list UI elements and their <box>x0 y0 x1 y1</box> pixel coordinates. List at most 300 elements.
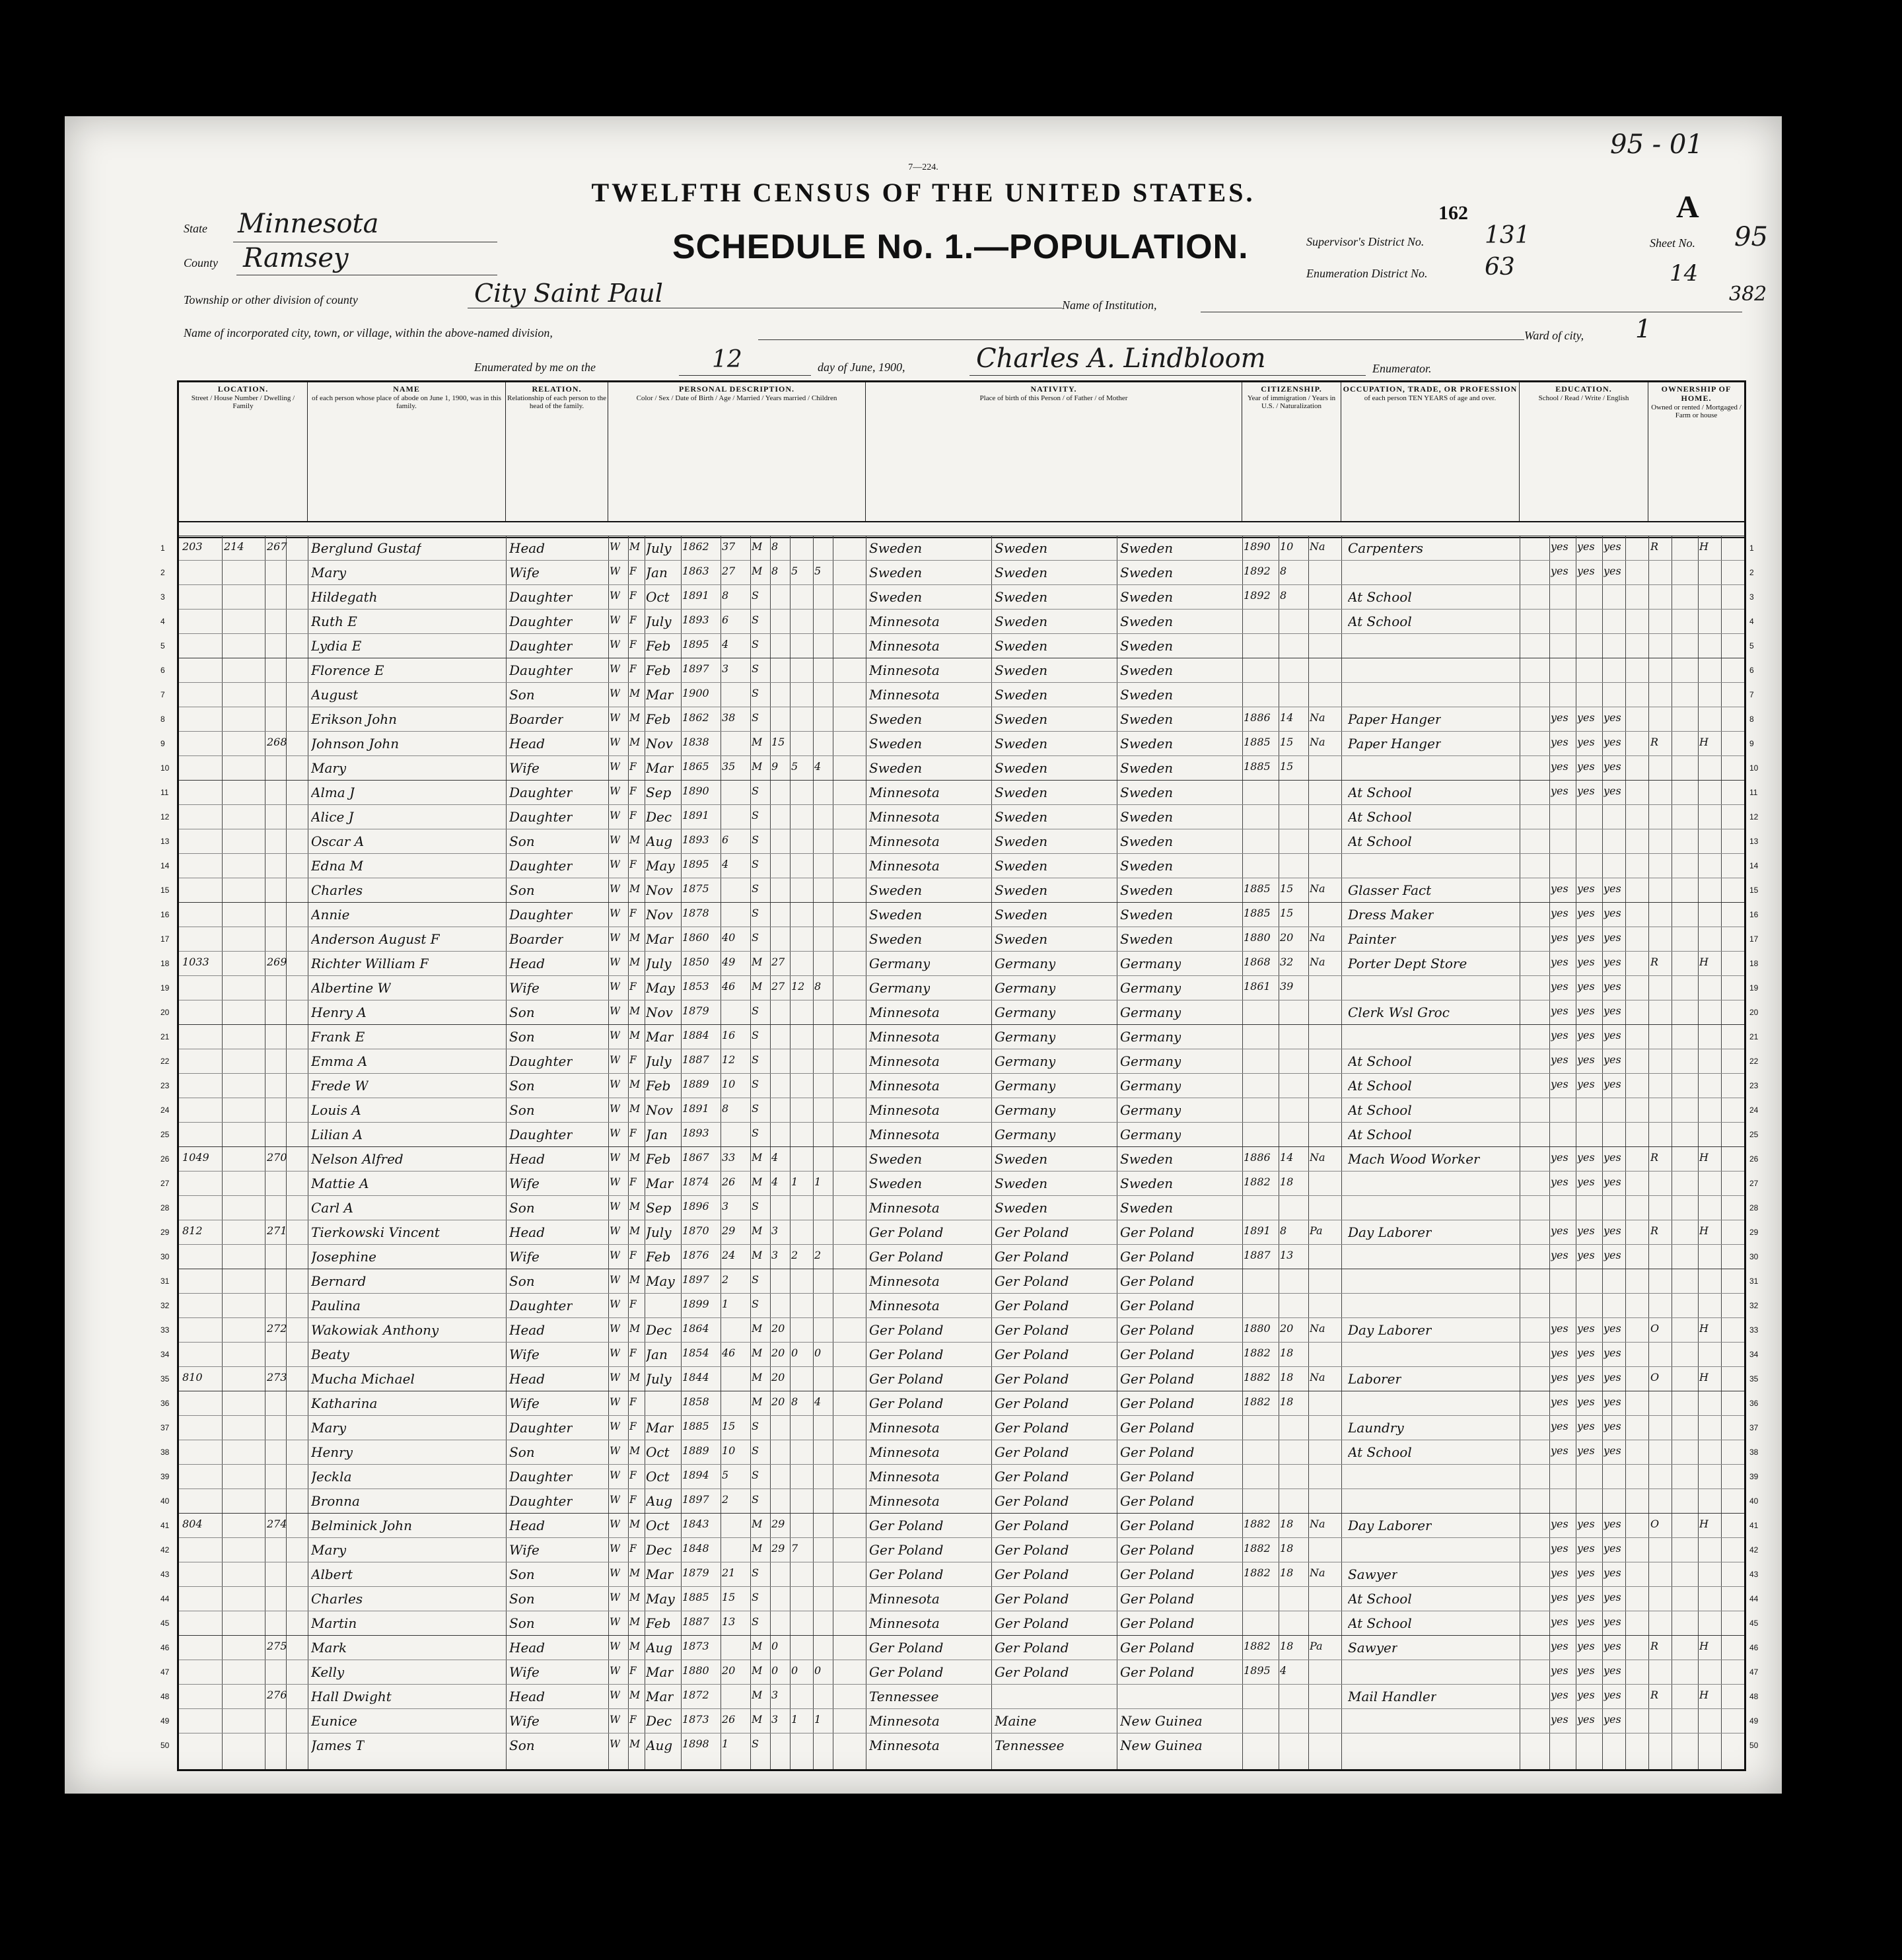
row-line <box>179 1024 1744 1025</box>
cell-mother-birthplace: Ger Poland <box>1120 1664 1195 1680</box>
cell-years-married: 3 <box>771 1689 779 1701</box>
cell-name: Mary <box>311 760 347 776</box>
cell-birthplace: Sweden <box>869 931 923 947</box>
cell-farm: H <box>1699 1518 1708 1530</box>
cell-name: Hall Dwight <box>311 1689 392 1704</box>
row-number: 41 <box>160 1521 170 1530</box>
cell-owned: R <box>1650 540 1659 553</box>
cell-marital: S <box>752 1053 759 1066</box>
cell-father-birthplace: Ger Poland <box>995 1322 1069 1338</box>
cell-immigration: 1890 <box>1244 540 1271 553</box>
cell-mother-birthplace: Sweden <box>1120 540 1174 556</box>
cell-relation: Daughter <box>509 1420 573 1436</box>
cell-immigration: 1895 <box>1244 1664 1271 1677</box>
cell-father-birthplace: Sweden <box>995 760 1048 776</box>
cell-birthplace: Minnesota <box>869 1053 940 1069</box>
cell-year: 1860 <box>682 931 709 944</box>
cell-owned: R <box>1650 736 1659 748</box>
cell-father-birthplace: Sweden <box>995 662 1048 678</box>
cell-sex: M <box>629 931 641 944</box>
cell-color: W <box>610 1664 621 1677</box>
row-number: 37 <box>1749 1423 1759 1432</box>
col-ownership: OWNERSHIP OF HOME. Owned or rented / Mortgaged / Farm or house <box>1651 384 1742 420</box>
row-number: 16 <box>1749 910 1759 919</box>
cell-farm: H <box>1699 1151 1708 1164</box>
cell-year: 1854 <box>682 1347 709 1359</box>
census-sheet <box>65 116 1782 1794</box>
cell-marital: M <box>752 1664 763 1677</box>
row-number: 19 <box>160 983 170 993</box>
cell-occupation: At School <box>1348 1102 1412 1118</box>
cell-month: Mar <box>646 1664 674 1680</box>
row-number: 49 <box>1749 1716 1759 1726</box>
cell-relation: Son <box>509 1737 535 1753</box>
row-number: 6 <box>160 666 165 675</box>
cell-read: yes <box>1551 540 1568 553</box>
col-personal: PERSONAL DESCRIPTION. Color / Sex / Date of Birth / Age / Married / Years married / Children <box>608 382 866 521</box>
cell-father-birthplace: Sweden <box>995 1200 1048 1216</box>
cell-father-birthplace: Germany <box>995 1127 1056 1142</box>
cell-english: yes <box>1603 1713 1621 1726</box>
cell-birthplace: Ger Poland <box>869 1542 944 1558</box>
row-number: 18 <box>1749 959 1759 968</box>
cell-write: yes <box>1577 1591 1595 1603</box>
cell-sex: F <box>629 1664 637 1677</box>
cell-marital: S <box>752 1591 759 1603</box>
cell-english: yes <box>1603 1689 1621 1701</box>
row-line <box>179 1684 1744 1685</box>
cell-sex: M <box>629 1737 641 1750</box>
cell-marital: S <box>752 858 759 870</box>
cell-year: 1848 <box>682 1542 709 1555</box>
cell-month: Mar <box>646 1566 674 1582</box>
cell-year: 1894 <box>682 1469 709 1481</box>
cell-owned: O <box>1650 1371 1660 1383</box>
cell-birthplace: Sweden <box>869 1151 923 1167</box>
cell-family: 269 <box>267 956 287 968</box>
cell-month: Jan <box>646 1347 668 1362</box>
cell-month: Oct <box>646 1518 670 1533</box>
row-number: 17 <box>1749 934 1759 944</box>
row-number: 4 <box>160 617 165 626</box>
cell-occupation: At School <box>1348 1444 1412 1460</box>
cell-color: W <box>610 1444 621 1457</box>
corner-note: 95 - 01 <box>1610 129 1703 160</box>
row-number: 2 <box>160 568 165 577</box>
cell-sex: M <box>629 687 641 699</box>
cell-father-birthplace: Ger Poland <box>995 1566 1069 1582</box>
cell-color: W <box>610 1713 621 1726</box>
cell-sex: M <box>629 1444 641 1457</box>
col-relation: RELATION. Relationship of each person to the head of the family. <box>506 382 608 521</box>
cell-write: yes <box>1577 1444 1595 1457</box>
cell-immigration: 1891 <box>1244 1224 1271 1237</box>
row-number: 10 <box>1749 763 1759 773</box>
cell-year: 1862 <box>682 540 709 553</box>
enumerator-name: Charles A. Lindbloom <box>976 343 1266 374</box>
cell-marital: S <box>752 1004 759 1017</box>
cell-age: 6 <box>722 833 729 846</box>
cell-birthplace: Ger Poland <box>869 1566 944 1582</box>
cell-years-us: 8 <box>1280 1224 1287 1237</box>
cell-age: 8 <box>722 589 729 602</box>
cell-mother-birthplace: Sweden <box>1120 613 1174 629</box>
cell-marital: S <box>752 931 759 944</box>
cell-immigration: 1882 <box>1244 1347 1271 1359</box>
cell-read: yes <box>1551 1053 1568 1066</box>
row-number: 36 <box>160 1399 170 1408</box>
state-label: State <box>184 222 207 235</box>
row-number: 24 <box>1749 1105 1759 1115</box>
cell-naturalization: Na <box>1310 1151 1325 1164</box>
cell-read: yes <box>1551 956 1568 968</box>
cell-children: 5 <box>791 565 798 577</box>
cell-month: Nov <box>646 1102 673 1118</box>
cell-marital: M <box>752 980 763 993</box>
cell-mother-birthplace: Sweden <box>1120 907 1174 923</box>
cell-color: W <box>610 736 621 748</box>
cell-english: yes <box>1603 1029 1621 1041</box>
cell-relation: Son <box>509 833 535 849</box>
row-number: 7 <box>160 690 165 699</box>
row-number: 23 <box>1749 1081 1759 1090</box>
row-line <box>179 1586 1744 1587</box>
cell-year: 1870 <box>682 1224 709 1237</box>
cell-marital: S <box>752 613 759 626</box>
cell-year: 1850 <box>682 956 709 968</box>
cell-marital: S <box>752 1493 759 1506</box>
cell-write: yes <box>1577 540 1595 553</box>
cell-father-birthplace: Maine <box>995 1713 1037 1729</box>
cell-birthplace: Ger Poland <box>869 1640 944 1656</box>
row-line <box>179 1635 1744 1636</box>
cell-month: Jan <box>646 565 668 580</box>
col-name: NAME of each person whose place of abode on June 1, 1900, was in this family. <box>308 382 506 521</box>
row-number: 17 <box>160 934 170 944</box>
cell-relation: Son <box>509 1444 535 1460</box>
cell-years-us: 20 <box>1280 1322 1294 1335</box>
cell-years-us: 18 <box>1280 1371 1294 1383</box>
cell-father-birthplace: Ger Poland <box>995 1664 1069 1680</box>
cell-years-married: 20 <box>771 1395 785 1408</box>
cell-age: 12 <box>722 1053 736 1066</box>
census-title: TWELFTH CENSUS OF THE UNITED STATES. <box>591 178 1255 207</box>
cell-month: July <box>646 1224 672 1240</box>
cell-mother-birthplace: Sweden <box>1120 931 1174 947</box>
cell-marital: S <box>752 687 759 699</box>
cell-mother-birthplace: Ger Poland <box>1120 1591 1195 1607</box>
cell-english: yes <box>1603 1322 1621 1335</box>
cell-read: yes <box>1551 1444 1568 1457</box>
row-number: 33 <box>160 1325 170 1335</box>
cell-read: yes <box>1551 1004 1568 1017</box>
cell-age: 49 <box>722 956 736 968</box>
cell-occupation: At School <box>1348 809 1412 825</box>
cell-birthplace: Sweden <box>869 1175 923 1191</box>
cell-color: W <box>610 785 621 797</box>
cell-read: yes <box>1551 1566 1568 1579</box>
cell-write: yes <box>1577 1347 1595 1359</box>
cell-marital: M <box>752 1371 763 1383</box>
cell-color: W <box>610 956 621 968</box>
cell-color: W <box>610 711 621 724</box>
row-line <box>179 1488 1744 1489</box>
cell-age: 15 <box>722 1591 736 1603</box>
cell-year: 1873 <box>682 1713 709 1726</box>
cell-father-birthplace: Ger Poland <box>995 1395 1069 1411</box>
cell-father-birthplace: Ger Poland <box>995 1469 1069 1485</box>
cell-color: W <box>610 1469 621 1481</box>
cell-mother-birthplace: Sweden <box>1120 736 1174 752</box>
cell-years-married: 20 <box>771 1371 785 1383</box>
cell-marital: S <box>752 1737 759 1750</box>
cell-mother-birthplace: Sweden <box>1120 1175 1174 1191</box>
cell-family: 267 <box>267 540 287 553</box>
cell-name: Berglund Gustaf <box>311 540 421 556</box>
cell-month: Feb <box>646 1249 671 1265</box>
row-number: 14 <box>160 861 170 870</box>
ward-label: Ward of city, <box>1524 329 1584 342</box>
cell-marital: S <box>752 1127 759 1139</box>
cell-name: Emma A <box>311 1053 368 1069</box>
cell-marital: M <box>752 760 763 773</box>
row-number: 45 <box>160 1619 170 1628</box>
cell-age: 2 <box>722 1273 729 1286</box>
cell-name: Mark <box>311 1640 347 1656</box>
cell-relation: Son <box>509 1102 535 1118</box>
cell-color: W <box>610 760 621 773</box>
cell-name: Katharina <box>311 1395 378 1411</box>
cell-age: 27 <box>722 565 736 577</box>
row-line <box>179 1537 1744 1538</box>
cell-color: W <box>610 882 621 895</box>
row-number: 9 <box>1749 739 1754 748</box>
cell-sex: F <box>629 785 637 797</box>
cell-birthplace: Germany <box>869 980 931 996</box>
cell-year: 1899 <box>682 1298 709 1310</box>
cell-write: yes <box>1577 1689 1595 1701</box>
cell-marital: M <box>752 1640 763 1652</box>
cell-birthplace: Minnesota <box>869 1713 940 1729</box>
cell-years-married: 3 <box>771 1249 779 1261</box>
cell-age: 1 <box>722 1737 729 1750</box>
cell-owned: R <box>1650 1689 1659 1701</box>
cell-marital: S <box>752 1298 759 1310</box>
cell-birthplace: Sweden <box>869 589 923 605</box>
row-line <box>179 1171 1744 1172</box>
cell-relation: Daughter <box>509 589 573 605</box>
cell-father-birthplace: Sweden <box>995 833 1048 849</box>
cell-color: W <box>610 1566 621 1579</box>
row-number: 46 <box>1749 1643 1759 1652</box>
row-number: 39 <box>1749 1472 1759 1481</box>
cell-birthplace: Sweden <box>869 760 923 776</box>
cell-years-married: 8 <box>771 565 779 577</box>
enumerator-label: Enumerator. <box>1372 362 1432 375</box>
cell-name: Hildegath <box>311 589 378 605</box>
cell-marital: S <box>752 589 759 602</box>
cell-read: yes <box>1551 1542 1568 1555</box>
cell-year: 1864 <box>682 1322 709 1335</box>
cell-name: Eunice <box>311 1713 357 1729</box>
cell-birthplace: Ger Poland <box>869 1322 944 1338</box>
cell-age: 2 <box>722 1493 729 1506</box>
cell-month: Oct <box>646 589 670 605</box>
cell-name: Paulina <box>311 1298 361 1313</box>
cell-age: 13 <box>722 1615 736 1628</box>
cell-relation: Son <box>509 1591 535 1607</box>
cell-sex: M <box>629 736 641 748</box>
cell-sex: F <box>629 907 637 919</box>
row-number: 5 <box>160 641 165 650</box>
cell-birthplace: Ger Poland <box>869 1224 944 1240</box>
cell-occupation: Sawyer <box>1348 1566 1398 1582</box>
cell-month: Feb <box>646 1615 671 1631</box>
cell-father-birthplace: Germany <box>995 1053 1056 1069</box>
cell-read: yes <box>1551 1689 1568 1701</box>
cell-year: 1891 <box>682 589 709 602</box>
cell-mother-birthplace: Ger Poland <box>1120 1469 1195 1485</box>
cell-name: James T <box>311 1737 365 1753</box>
cell-age: 16 <box>722 1029 736 1041</box>
cell-month: Dec <box>646 809 672 825</box>
cell-years-us: 15 <box>1280 736 1294 748</box>
row-number: 15 <box>1749 886 1759 895</box>
cell-farm: H <box>1699 1640 1708 1652</box>
cell-english: yes <box>1603 736 1621 748</box>
cell-sex: M <box>629 1566 641 1579</box>
cell-name: Edna M <box>311 858 364 874</box>
cell-birthplace: Ger Poland <box>869 1518 944 1533</box>
cell-name: Jeckla <box>311 1469 352 1485</box>
cell-mother-birthplace: Sweden <box>1120 785 1174 800</box>
cell-write: yes <box>1577 1175 1595 1188</box>
cell-years-married: 3 <box>771 1224 779 1237</box>
cell-relation: Daughter <box>509 858 573 874</box>
row-number: 14 <box>1749 861 1759 870</box>
row-number: 47 <box>160 1667 170 1677</box>
row-number: 42 <box>160 1545 170 1555</box>
cell-marital: M <box>752 1713 763 1726</box>
cell-year: 1887 <box>682 1053 709 1066</box>
cell-birthplace: Minnesota <box>869 785 940 800</box>
cell-marital: S <box>752 907 759 919</box>
cell-years-us: 18 <box>1280 1347 1294 1359</box>
cell-mother-birthplace: Ger Poland <box>1120 1249 1195 1265</box>
cell-name: Charles <box>311 882 363 898</box>
cell-marital: S <box>752 711 759 724</box>
cell-occupation: At School <box>1348 1127 1412 1142</box>
row-number: 1 <box>160 543 165 553</box>
cell-name: Mucha Michael <box>311 1371 415 1387</box>
cell-children: 0 <box>791 1664 798 1677</box>
cell-color: W <box>610 1395 621 1408</box>
cell-mother-birthplace: Germany <box>1120 1004 1181 1020</box>
cell-relation: Son <box>509 1029 535 1045</box>
row-number: 20 <box>160 1008 170 1017</box>
cell-occupation: At School <box>1348 785 1412 800</box>
cell-father-birthplace: Ger Poland <box>995 1420 1069 1436</box>
cell-write: yes <box>1577 1518 1595 1530</box>
row-line <box>179 902 1744 903</box>
cell-mother-birthplace: Ger Poland <box>1120 1518 1195 1533</box>
cell-english: yes <box>1603 1249 1621 1261</box>
cell-month: Dec <box>646 1542 672 1558</box>
row-number: 20 <box>1749 1008 1759 1017</box>
enumerated-day: 12 <box>712 346 742 373</box>
cell-english: yes <box>1603 882 1621 895</box>
cell-color: W <box>610 1737 621 1750</box>
cell-year: 1867 <box>682 1151 709 1164</box>
cell-years-us: 15 <box>1280 760 1294 773</box>
cell-sex: F <box>629 1127 637 1139</box>
cell-birthplace: Minnesota <box>869 833 940 849</box>
row-line <box>179 755 1744 756</box>
cell-age: 26 <box>722 1175 736 1188</box>
row-line <box>179 1122 1744 1123</box>
row-number: 23 <box>160 1081 170 1090</box>
cell-sex: F <box>629 1542 637 1555</box>
cell-birthplace: Minnesota <box>869 809 940 825</box>
cell-father-birthplace: Ger Poland <box>995 1249 1069 1265</box>
cell-naturalization: Pa <box>1310 1640 1323 1652</box>
row-number: 11 <box>160 788 169 797</box>
cell-age: 29 <box>722 1224 736 1237</box>
cell-write: yes <box>1577 1249 1595 1261</box>
cell-color: W <box>610 1053 621 1066</box>
cell-color: W <box>610 1175 621 1188</box>
cell-relation: Daughter <box>509 1298 573 1313</box>
cell-age: 38 <box>722 711 736 724</box>
cell-years-us: 4 <box>1280 1664 1287 1677</box>
row-line <box>179 682 1744 683</box>
cell-relation: Son <box>509 882 535 898</box>
cell-year: 1858 <box>682 1395 709 1408</box>
cell-name: Kelly <box>311 1664 345 1680</box>
cell-children: 1 <box>791 1713 798 1726</box>
cell-years-married: 4 <box>771 1175 779 1188</box>
supervisor-label: Supervisor's District No. <box>1306 235 1425 248</box>
row-number: 44 <box>160 1594 170 1603</box>
cell-marital: S <box>752 1420 759 1432</box>
cell-birthplace: Minnesota <box>869 1591 940 1607</box>
cell-name: Martin <box>311 1615 357 1631</box>
cell-mother-birthplace: Ger Poland <box>1120 1493 1195 1509</box>
cell-years-us: 39 <box>1280 980 1294 993</box>
cell-relation: Son <box>509 1273 535 1289</box>
cell-color: W <box>610 1273 621 1286</box>
cell-relation: Son <box>509 1200 535 1216</box>
cell-birthplace: Minnesota <box>869 1444 940 1460</box>
cell-year: 1889 <box>682 1444 709 1457</box>
cell-english: yes <box>1603 956 1621 968</box>
cell-read: yes <box>1551 1151 1568 1164</box>
cell-birthplace: Minnesota <box>869 1102 940 1118</box>
cell-color: W <box>610 1004 621 1017</box>
cell-children-living: 1 <box>814 1175 822 1188</box>
cell-children: 12 <box>791 980 805 993</box>
cell-name: Beaty <box>311 1347 349 1362</box>
cell-birthplace: Minnesota <box>869 1004 940 1020</box>
cell-occupation: At School <box>1348 1078 1412 1094</box>
cell-naturalization: Na <box>1310 540 1325 553</box>
cell-father-birthplace: Sweden <box>995 858 1048 874</box>
cell-family: 271 <box>267 1224 287 1237</box>
sheet-value: 95 <box>1734 222 1768 252</box>
cell-birthplace: Minnesota <box>869 1127 940 1142</box>
cell-sex: F <box>629 1175 637 1188</box>
cell-years-married: 8 <box>771 540 779 553</box>
